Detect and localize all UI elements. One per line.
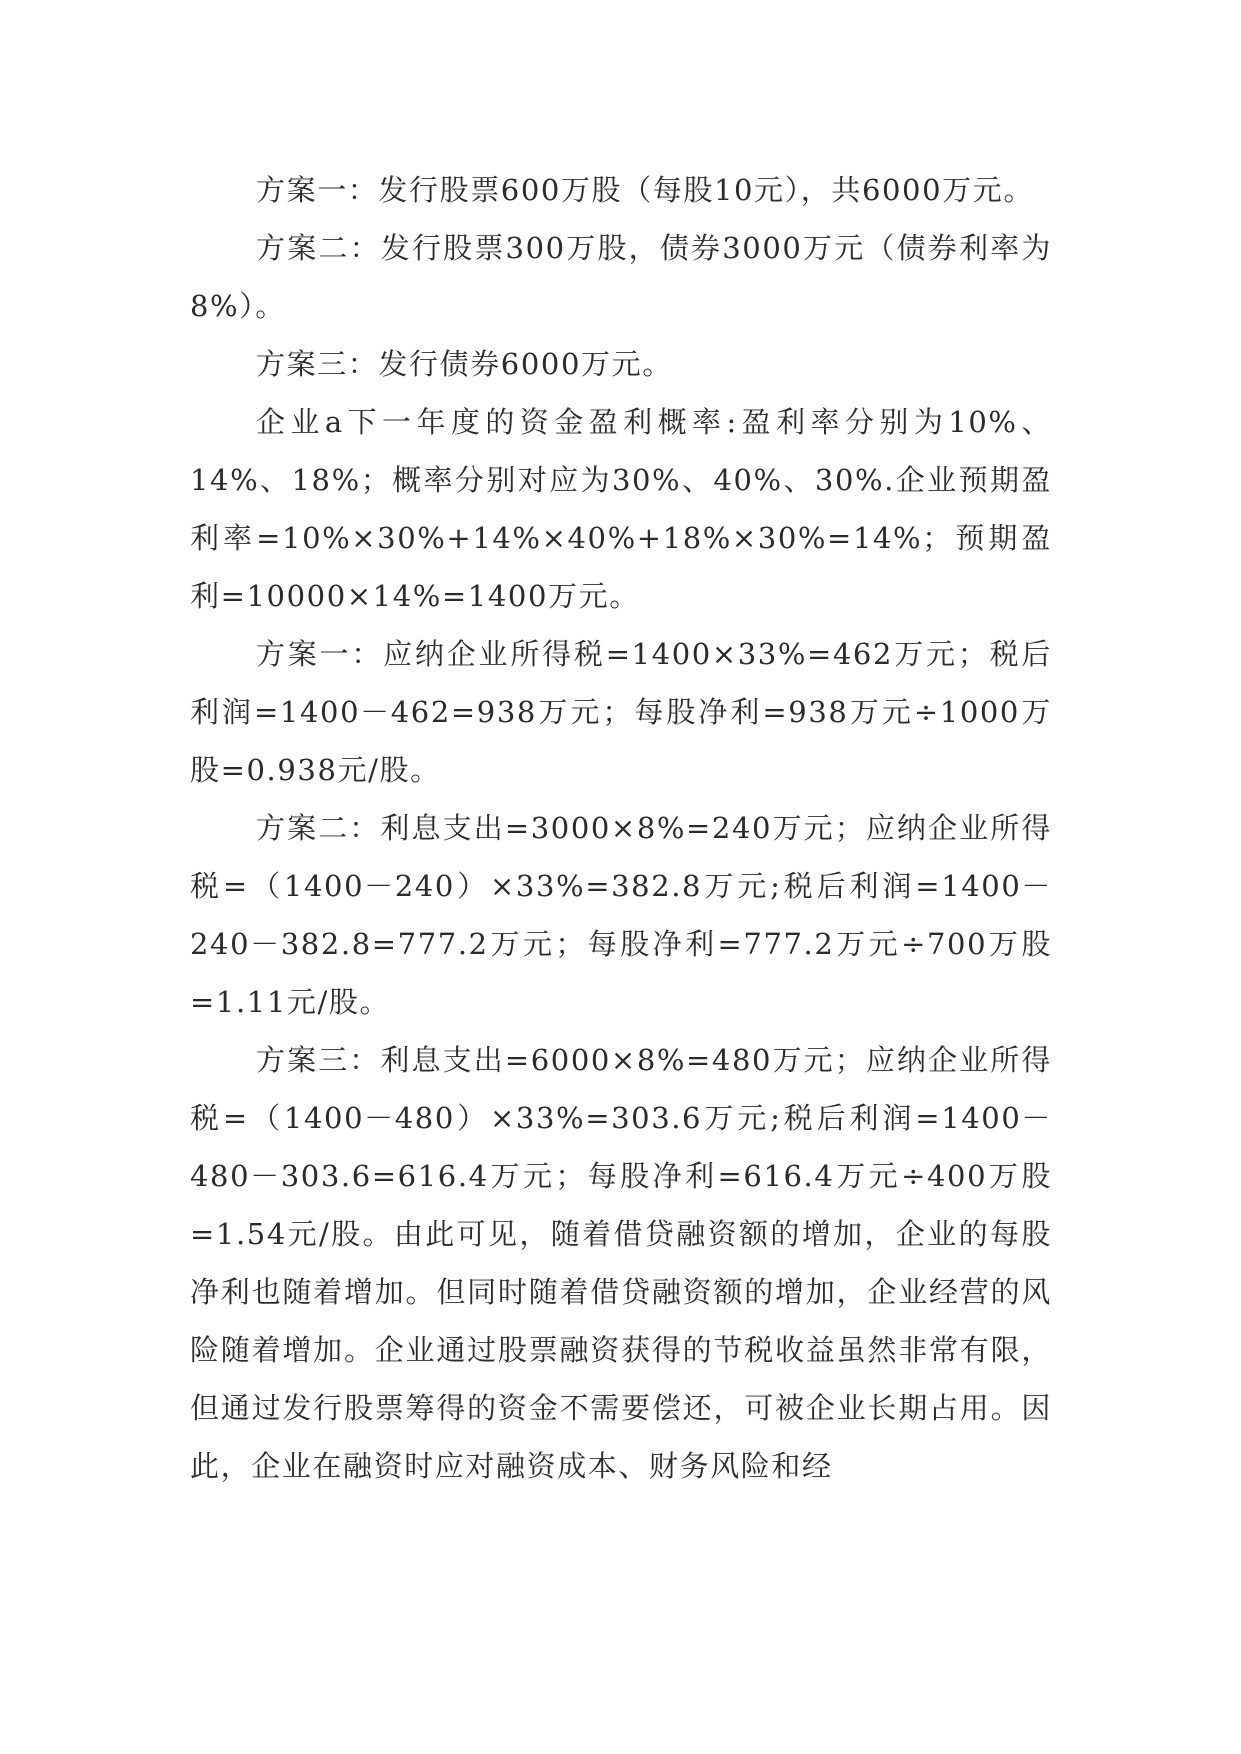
paragraph-plan-three-bonds: 方案三：发行债券6000万元。 xyxy=(256,347,673,381)
document-body xyxy=(190,161,1052,1495)
paragraph-plan-two-calculation: 方案二：利息支出=3000×8%=240万元；应纳企业所得税=（1400－240）×33%=382.8万元;税后利润=1400－240－382.8=777.2万元；每股净利=777.2万元÷700万股=1.11元/股。 xyxy=(190,811,1052,1019)
paragraph-plan-one-issue-stock: 方案一：发行股票600万股（每股10元），共6000万元。 xyxy=(256,173,1034,207)
paragraph-plan-one-calculation: 方案一：应纳企业所得税=1400×33%=462万元；税后利润=1400－462=938万元；每股净利=938万元÷1000万股=0.938元/股。 xyxy=(190,637,1052,787)
paragraph-plan-three-calculation-and-conclusion: 方案三：利息支出=6000×8%=480万元；应纳企业所得税=（1400－480）×33%=303.6万元;税后利润=1400－480－303.6=616.4万元；每股净利=616.4万元÷400万股=1.54元/股。由此可见，随着借贷融资额的增加，企业的每股净利也随着增加。但同时随着借贷融资额的增加，企业经营的风险随着增加。企业通过股票融资获得的节税收益虽然非常有限，但通过发行股票筹得的资金不需要偿还，可被企业长期占用。因此，企业在融资时应对融资成本、财务风险和经 xyxy=(190,1043,1052,1483)
paragraph-plan-two-stock-and-bonds: 方案二：发行股票300万股，债券3000万元（债券利率为8%）。 xyxy=(190,231,1052,323)
paragraph-expected-profit: 企业a下一年度的资金盈利概率:盈利率分别为10%、14%、18%；概率分别对应为30%、40%、30%.企业预期盈利率=10%×30%+14%×40%+18%×30%=14%；预期盈利=10000×14%=1400万元。 xyxy=(190,405,1052,613)
